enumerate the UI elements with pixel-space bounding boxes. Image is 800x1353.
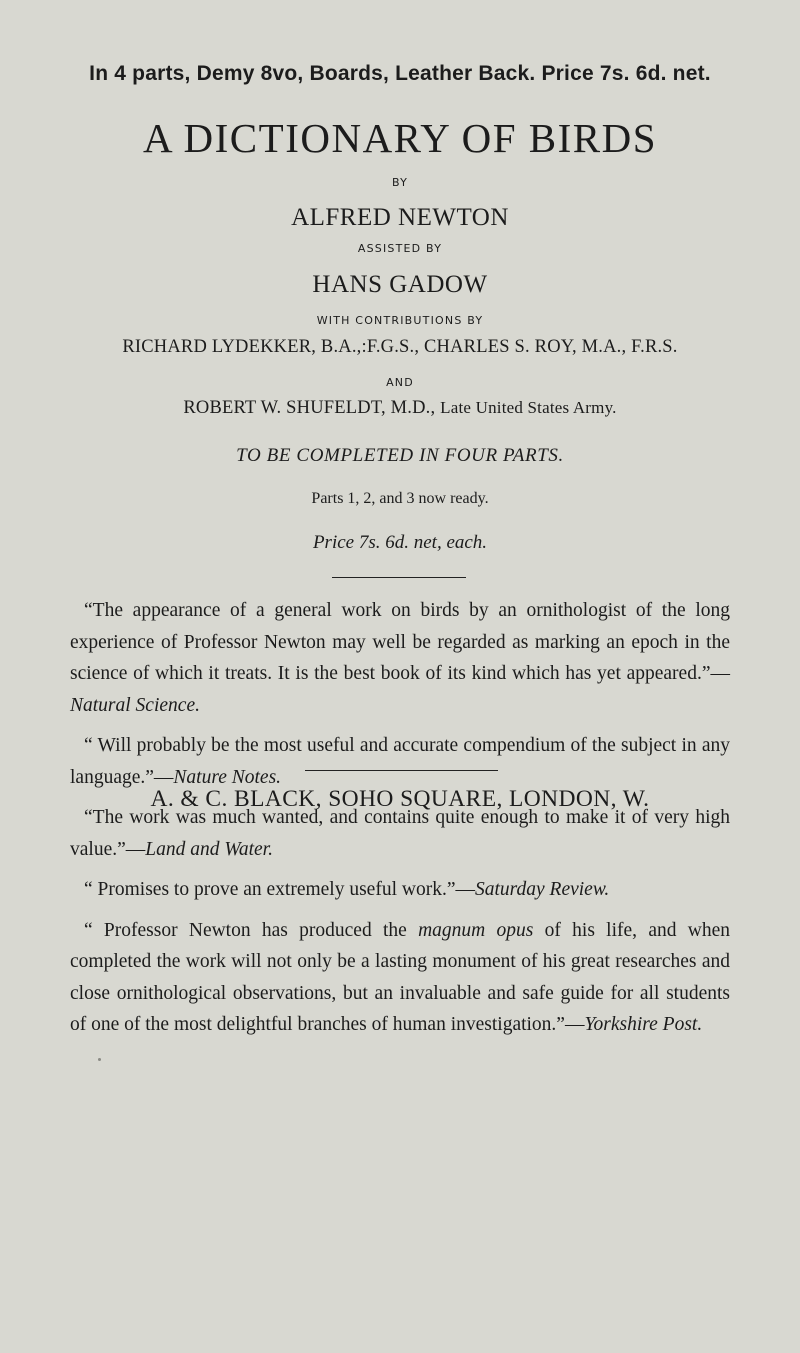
review-text-intro: “ Professor Newton has produced the	[84, 919, 419, 941]
price-per-part: Price 7s. 6d. net, each.	[312, 532, 488, 553]
author-name: ALFRED NEWTON	[291, 204, 509, 231]
review-text: “ Will probably be the most useful and accurate compendium of the subject in any language.”—	[70, 735, 730, 788]
review-italic-phrase: magnum opus	[418, 919, 534, 941]
publisher-imprint: A. & C. BLACK, SOHO SQUARE, LONDON, W.	[150, 786, 650, 812]
review-source: Saturday Review.	[474, 879, 610, 900]
review-text: of his life, and when completed the work will not only be a lasting monument of his great researches and close ornithological observations, but an invaluable and safe guide for all students of one of the most delightful branches of human investigation.”—	[70, 919, 730, 1035]
review-quote	[70, 915, 730, 1041]
review-source: Natural Science.	[70, 694, 200, 716]
review-source: Nature Notes.	[173, 766, 282, 788]
paper-speck	[98, 1058, 101, 1061]
contributor-name: ROBERT W. SHUFELDT, M.D.,	[183, 398, 436, 418]
contributors-line-1: RICHARD LYDEKKER, B.A.,:F.G.S., CHARLES S. ROY, M.A., F.R.S.	[122, 337, 678, 357]
parts-ready-notice: Parts 1, 2, and 3 now ready.	[311, 490, 489, 507]
divider-top	[332, 577, 466, 578]
contributors-line-2	[0, 398, 800, 419]
assistant-name: HANS GADOW	[312, 271, 488, 298]
review-text: “The work was much wanted, and contains quite enough to make it of very high value.”—	[70, 807, 730, 860]
review-quote	[70, 874, 730, 906]
book-title: A DICTIONARY OF BIRDS	[142, 115, 658, 161]
divider-bottom	[305, 770, 498, 771]
by-label: BY	[391, 176, 409, 189]
completion-notice: TO BE COMPLETED IN FOUR PARTS.	[236, 445, 564, 466]
review-text: “ Promises to prove an extremely useful work.”—	[84, 879, 475, 900]
contributions-label: WITH CONTRIBUTIONS BY	[316, 314, 484, 327]
press-reviews	[70, 595, 730, 1050]
review-quote	[70, 595, 730, 721]
contributor-affiliation: Late United States Army.	[440, 398, 617, 417]
edition-price-line: In 4 parts, Demy 8vo, Boards, Leather Back. Price 7s. 6d. net.	[89, 62, 711, 85]
assisted-by-label: ASSISTED BY	[357, 242, 443, 255]
review-text: “The appearance of a general work on birds by an ornithologist of the long experience of Professor Newton may well be regarded as marking an epoch in the science of which it treats. It is the best book of its kind which has yet appeared.”—	[70, 600, 730, 684]
review-quote	[70, 730, 730, 793]
review-source: Land and Water.	[145, 838, 273, 860]
and-label: AND	[386, 376, 414, 389]
review-source: Yorkshire Post.	[584, 1014, 703, 1035]
